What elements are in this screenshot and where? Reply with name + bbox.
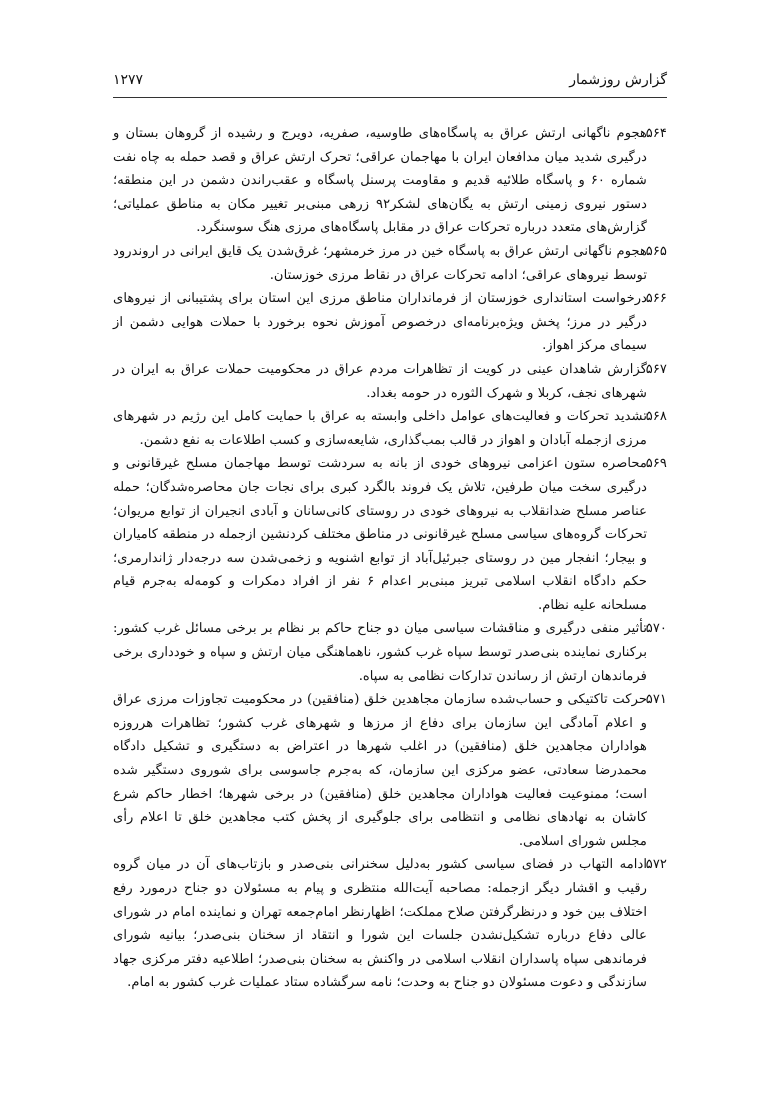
entry-text: تأثیر منفی درگیری و مناقشات سیاسی میان دو جناح حاکم بر نظام بر برخی مسائل غرب کشور: برکناری نماینده بنی‌صدر توسط سپاه غرب کشور، ناهماهنگی میان ارتش و سپاه و خودداری برخی فرماندهان ارتش از رساندن تدارکات نظامی به سپاه. [113, 621, 647, 684]
entry-566 [113, 287, 667, 358]
entry-number: ۵۷۰ [645, 621, 667, 637]
entry-number: ۵۶۸ [645, 409, 667, 425]
entry-number: ۵۶۴ [645, 126, 667, 141]
entry-number: ۵۶۹ [645, 456, 667, 472]
page-number: ۱۲۷۷ [113, 72, 144, 88]
header-divider [113, 97, 667, 98]
entry-number: ۵۶۶ [645, 291, 667, 307]
entry-text: گزارش شاهدان عینی در کویت از تظاهرات مردم عراق در محکومیت حملات عراق به ایران در شهرهای نجف، کربلا و شهرک الثوره در حومه بغداد. [113, 361, 647, 401]
entries-list [113, 122, 667, 995]
entry-text: هجوم ناگهانی ارتش عراق به پاسگاه خین در مرز خرمشهر؛ غرق‌شدن یک قایق ایرانی در اروندرود توسط نیروهای عراقی؛ ادامه تحرکات عراق در نقاط مرزی خوزستان. [113, 243, 647, 283]
entry-567 [113, 358, 667, 405]
entry-text: محاصره ستون اعزامی نیروهای خودی از بانه به سردشت توسط مهاجمان مسلح غیرقانونی و درگیری سخت میان طرفین، تلاش یک فروند بالگرد کبری برای نجات جان محاصره‌شدگان؛ حمله عناصر مسلح ضدانقلاب به نیروهای خودی در روستای کانی‌سانان و آبادی انجیران از توابع مریوان؛ تحرکات گروه‌های سیاسی مسلح غیرقانونی در مناطق مختلف کردنشین ازجمله در منطقه کامیاران و بیجار؛ انفجار مین در روستای جبرئیل‌آباد از توابع اشنویه و زخمی‌شدن سه درجه‌دار ژاندارمری؛ حکم دادگاه انقلاب اسلامی تبریز مبنی‌بر اعدام ۶ نفر از افراد دمکرات و کومه‌له به‌جرم قیام مسلحانه علیه نظام. [113, 456, 648, 613]
entry-number: ۵۷۲ [645, 857, 667, 873]
entry-text: درخواست استانداری خوزستان از فرمانداران مناطق مرزی این استان برای پشتیبانی از نیروهای درگیر در مرز؛ پخش ویژه‌برنامه‌ای درخصوص آموزش نحوه برخورد با حملات هوایی دشمن از سیمای مرکز اهواز. [113, 291, 647, 354]
entry-570 [113, 617, 667, 688]
entry-number: ۵۶۷ [645, 361, 667, 377]
entry-569 [113, 452, 667, 617]
entry-571 [113, 688, 667, 853]
entry-564 [113, 122, 667, 240]
entry-number: ۵۶۵ [645, 243, 667, 259]
entry-text: ادامه التهاب در فضای سیاسی کشور به‌دلیل سخنرانی بنی‌صدر و بازتاب‌های آن در میان گروه رقیب و اقشار دیگر ازجمله: مصاحبه آیت‌الله منتظری و پیام به مسئولان دو جناح درمورد رفع اختلاف بین خود و درنظرگرفتن صلاح مملکت؛ اظهارنظر امام‌جمعه تهران و نماینده امام در شورای عالی دفاع درباره تشکیل‌نشدن جلسات این شورا و انتقاد از سخنان بنی‌صدر؛ بیانیه شورای فرماندهی سپاه پاسداران انقلاب اسلامی در واکنش به سخنان بنی‌صدر؛ اطلاعیه دفتر مرکزی جهاد سازندگی و دعوت مسئولان دو جناح به وحدت؛ نامه سرگشاده ستاد عملیات غرب کشور به امام. [113, 857, 647, 991]
entry-text: تشدید تحرکات و فعالیت‌های عوامل داخلی وابسته به عراق با حمایت کامل این رژیم در شهرهای مرزی ازجمله آبادان و اهواز در قالب بمب‌گذاری، شایعه‌سازی و کسب اطلاعات به نفع دشمن. [113, 409, 647, 448]
entry-568 [113, 405, 667, 452]
entry-text: حرکت تاکتیکی و حساب‌شده سازمان مجاهدین خلق (منافقین) در محکومیت تجاوزات مرزی عراق و اعلام آمادگی این سازمان برای دفاع از مرزها و شهرهای غرب کشور؛ تظاهرات هرروزه هواداران مجاهدین خلق (منافقین) در اغلب شهرها در اعتراض به دستگیری و تشکیل دادگاه محمدرضا سعادتی، عضو مرکزی این سازمان، که به‌جرم جاسوسی برای شوروی دستگیر شده است؛ ممنوعیت فعالیت هواداران مجاهدین خلق (منافقین) در برخی شهرها؛ اخطار حاکم شرع کاشان به نهادهای نظامی و انتظامی برای جلوگیری از پخش کتب مجاهدین خلق تا اعلام رأی مجلس شورای اسلامی. [113, 692, 647, 849]
entry-number: ۵۷۱ [645, 692, 667, 708]
running-title: گزارش روزشمار [569, 72, 667, 88]
entry-text: هجوم ناگهانی ارتش عراق به پاسگاه‌های طاوسیه، صفریه، دویرج و رشیده از گروهان بستان و درگیری شدید میان مدافعان ایران با مهاجمان عراقی؛ تحرک ارتش عراق و قصد حمله به چاه نفت شماره ۶۰ و پاسگاه طلائیه قدیم و مقاومت پرسنل پاسگاه و عقب‌راندن دشمن در این منطقه؛ دستور نیروی زمینی ارتش به یگان‌های لشکر۹۲ زرهی مبنی‌بر تغییر مکان به مناطق عملیاتی؛ گزارش‌های متعدد درباره تحرکات عراق در مقابل پاسگاه‌های مرزی هنگ سوسنگرد. [113, 126, 647, 236]
entry-565 [113, 240, 667, 287]
entry-572 [113, 853, 667, 995]
running-header [113, 66, 667, 94]
